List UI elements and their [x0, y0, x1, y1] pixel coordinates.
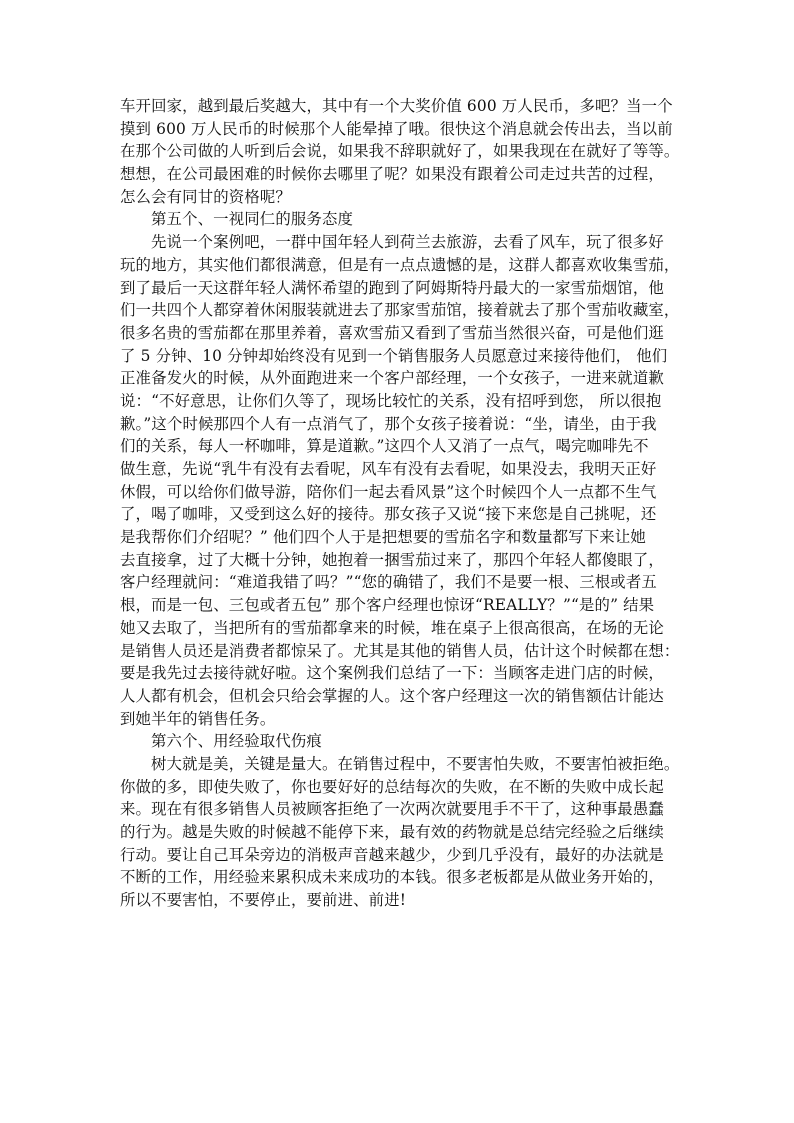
text-line: 到了最后一天这群年轻人满怀希望的跑到了阿姆斯特丹最大的一家雪茄烟馆，他 — [120, 278, 664, 297]
text-line: 树大就是美，关键是量大。在销售过程中，不要害怕失败，不要害怕被拒绝。 — [151, 754, 680, 773]
text-line: 做生意，先说“乳牛有没有去看呢，风车有没有去看呢，如果没去，我明天正好 — [120, 460, 657, 478]
text-line: 玩的地方，其实他们都很满意，但是有一点点遗憾的是，这群人都喜欢收集雪茄， — [120, 255, 680, 274]
text-line: 先说一个案例吧，一群中国年轻人到荷兰去旅游，去看了风车，玩了很多好 — [151, 233, 664, 252]
text-line: 正准备发火的时候，从外面跑进来一个客户部经理，一个女孩子，一进来就道歉 — [120, 369, 664, 388]
text-line: 第六个、用经验取代伤痕 — [151, 732, 322, 751]
text-line: 的行为。越是失败的时候越不能停下来，最有效的药物就是总结完经验之后继续 — [120, 823, 664, 841]
text-line: 到她半年的销售任务。 — [120, 709, 276, 728]
text-line: 们一共四个人都穿着休闲服装就进去了那家雪茄馆，接着就去了那个雪茄收藏室， — [120, 301, 680, 320]
text-line: 不断的工作，用经验来累积成未来成功的本钱。很多老板都是从做业务开始的， — [120, 868, 664, 887]
text-line: 你做的多，即使失败了，你也要好好的总结每次的失败，在不断的失败中成长起 — [120, 777, 664, 796]
text-line: 歉。”这个时候那四个人有一点消气了，那个女孩子接着说：“坐，请坐，由于我 — [120, 414, 657, 433]
text-line: 客户经理就问：“难道我错了吗？”“您的确错了，我们不是要一根、三根或者五 — [120, 573, 657, 592]
paragraph-section-5-body — [120, 231, 680, 730]
text-line: 很多名贵的雪茄都在那里养着，喜欢雪茄又看到了雪茄当然很兴奋，可是他们逛 — [120, 323, 664, 342]
text-line: 车开回家，越到最后奖越大，其中有一个大奖价值 600 万人民币，多吧？当一个 — [120, 97, 673, 115]
text-line: 是销售人员还是消费者都惊呆了。尤其是其他的销售人员，估计这个时候都在想： — [120, 641, 680, 660]
paragraph-intro-continued — [120, 95, 680, 208]
text-line: 想想，在公司最困难的时候你去哪里了呢？如果没有跟着公司走过共苦的过程， — [120, 165, 664, 184]
document-page — [120, 95, 680, 912]
text-line: 了 5 分钟、10 分钟却始终没有见到一个销售服务人员愿意过来接待他们， 他们 — [120, 346, 668, 365]
text-line: 要是我先过去接待就好啦。这个案例我们总结了一下：当顾客走进门店的时候， — [120, 664, 664, 683]
text-line: 根，而是一包、三包或者五包” 那个客户经理也惊讶“REALLY？”“是的” 结果 — [120, 596, 655, 615]
text-line: 她又去取了，当把所有的雪茄都拿来的时候，堆在桌子上很高很高，在场的无论 — [120, 618, 664, 637]
text-line: 是我帮你们介绍呢？” 他们四个人于是把想要的雪茄名字和数量都写下来让她 — [120, 528, 646, 547]
text-line: 人人都有机会，但机会只给会掌握的人。这个客户经理这一次的销售额估计能达 — [120, 686, 664, 705]
heading-section-5 — [120, 208, 676, 231]
text-line: 行动。要让自己耳朵旁边的消极声音越来越少，少到几乎没有，最好的办法就是 — [120, 845, 664, 864]
text-line: 第五个、一视同仁的服务态度 — [151, 210, 354, 229]
text-line: 来。现在有很多销售人员被顾客拒绝了一次两次就要甩手不干了，这种事最愚蠢 — [120, 800, 664, 819]
text-line: 摸到 600 万人民币的时候那个人能晕掉了哦。很快这个消息就会传出去，当以前 — [120, 119, 673, 138]
text-line: 们的关系，每人一杯咖啡，算是道歉。”这四个人又消了一点气，喝完咖啡先不 — [120, 437, 649, 456]
text-line: 所以不要害怕，不要停止，要前进、前进! — [120, 891, 407, 910]
text-line: 去直接拿，过了大概十分钟，她抱着一捆雪茄过来了，那四个年轻人都傻眼了， — [120, 550, 664, 569]
text-line: 在那个公司做的人听到后会说，如果我不辞职就好了，如果我现在在就好了等等。 — [120, 142, 680, 161]
paragraph-section-6-body — [120, 753, 680, 912]
text-line: 怎么会有同甘的资格呢？ — [120, 187, 291, 206]
heading-section-6 — [120, 730, 676, 753]
text-line: 说：“不好意思，让你们久等了，现场比较忙的关系，没有招呼到您， 所以很抱 — [120, 391, 662, 410]
text-line: 休假，可以给你们做导游，陪你们一起去看风景”这个时候四个人一点都不生气 — [120, 482, 657, 501]
text-line: 了，喝了咖啡，又受到这么好的接待。那女孩子又说“接下来您是自己挑呢，还 — [120, 505, 657, 524]
